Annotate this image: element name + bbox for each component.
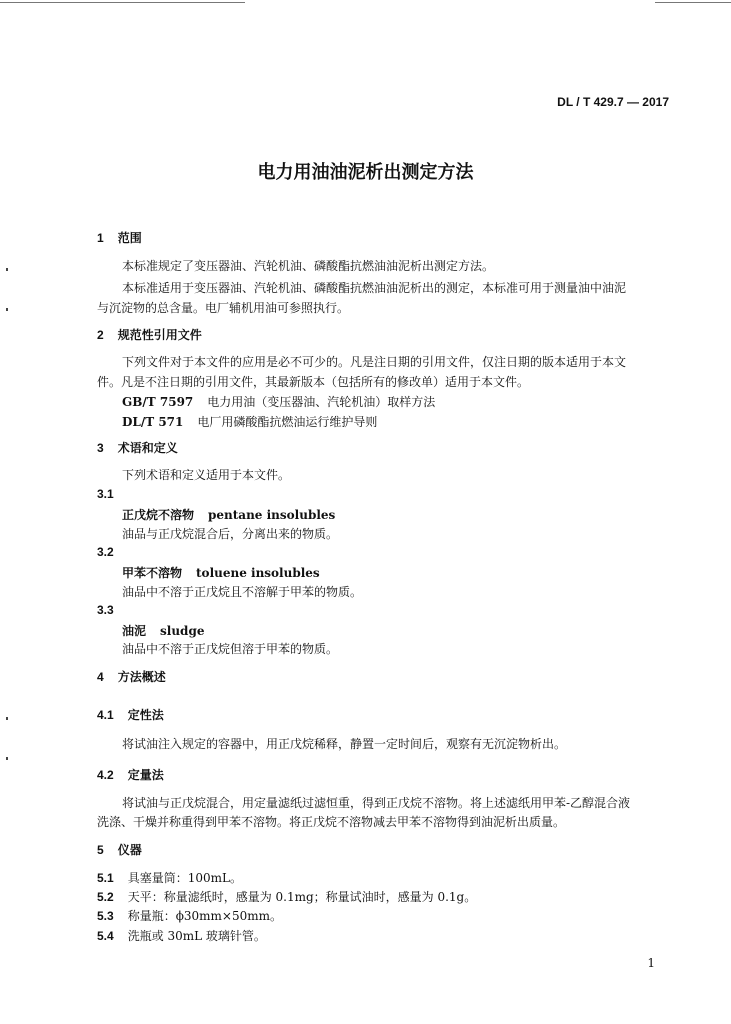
section-number: 1 [97, 231, 104, 245]
term-heading [122, 564, 320, 581]
reference-code: DL/T 571 [122, 415, 184, 429]
scan-speck [6, 268, 8, 271]
item-text: 具塞量筒：100mL。 [127, 871, 242, 885]
paragraph: 件。凡是不注日期的引用文件，其最新版本（包括所有的修改单）适用于本文件。 [97, 375, 530, 389]
term-zh: 正戊烷不溶物 [122, 508, 195, 522]
standard-code: DL / T 429.7 — 2017 [557, 95, 669, 109]
subsection-heading [97, 706, 164, 723]
page-number: 1 [647, 956, 655, 970]
reference-item [122, 393, 435, 410]
list-item [97, 888, 476, 905]
item-text: 称量瓶：ϕ30mm×50mm。 [127, 909, 282, 923]
scan-speck [6, 717, 8, 720]
reference-item [122, 413, 377, 430]
section-2-heading [97, 326, 202, 343]
term-zh: 油泥 [122, 624, 147, 638]
item-text: 天平：称量滤纸时，感量为 0.1mg；称量试油时，感量为 0.1g。 [127, 890, 477, 904]
list-item [97, 907, 282, 924]
term-heading [122, 622, 204, 639]
paragraph: 本标准适用于变压器油、汽轮机油、磷酸酯抗燃油油泥析出的测定，本标准可用于测量油中油泥 [122, 281, 627, 295]
section-number: 4 [97, 670, 104, 684]
scan-edge-line [655, 2, 731, 3]
term-definition: 油品中不溶于正戊烷但溶于甲苯的物质。 [122, 642, 339, 656]
item-number: 5.1 [97, 871, 114, 885]
paragraph: 本标准规定了变压器油、汽轮机油、磷酸酯抗燃油油泥析出测定方法。 [122, 259, 495, 273]
paragraph: 将试油注入规定的容器中，用正戊烷稀释，静置一定时间后，观察有无沉淀物析出。 [122, 737, 567, 751]
list-item [97, 927, 266, 944]
section-5-heading [97, 841, 142, 858]
item-number: 5.2 [97, 890, 114, 904]
section-1-heading [97, 229, 142, 246]
paragraph: 下列文件对于本文件的应用是必不可少的。凡是注日期的引用文件，仅注日期的版本适用于本文 [122, 355, 627, 369]
reference-code: GB/T 7597 [122, 395, 194, 409]
term-number: 3.3 [97, 603, 114, 617]
section-title: 范围 [117, 231, 142, 245]
reference-title: 电厂用磷酸酯抗燃油运行维护导则 [197, 415, 378, 429]
scan-speck [6, 757, 8, 760]
section-number: 5 [97, 843, 104, 857]
section-title: 仪器 [117, 843, 142, 857]
section-title: 术语和定义 [117, 441, 178, 455]
paragraph: 下列术语和定义适用于本文件。 [122, 468, 291, 482]
term-en: sludge [160, 624, 205, 638]
subsection-number: 4.1 [97, 708, 114, 722]
item-number: 5.3 [97, 909, 114, 923]
term-definition: 油品中不溶于正戊烷且不溶解于甲苯的物质。 [122, 585, 363, 599]
scan-edge-line [0, 2, 245, 3]
list-item [97, 869, 242, 886]
term-en: pentane insolubles [208, 508, 336, 522]
item-text: 洗瓶或 30mL 玻璃针管。 [127, 929, 266, 943]
paragraph: 洗涤、干燥并称重得到甲苯不溶物。将正戊烷不溶物减去甲苯不溶物得到油泥析出质量。 [97, 815, 566, 829]
section-title: 规范性引用文件 [117, 328, 202, 342]
subsection-number: 4.2 [97, 768, 114, 782]
term-en: toluene insolubles [196, 566, 320, 580]
term-zh: 甲苯不溶物 [122, 566, 183, 580]
document-title: 电力用油油泥析出测定方法 [257, 162, 474, 183]
section-3-heading [97, 439, 178, 456]
section-4-heading [97, 668, 166, 685]
section-title: 方法概述 [117, 670, 166, 684]
term-definition: 油品与正戊烷混合后，分离出来的物质。 [122, 527, 339, 541]
subsection-heading [97, 766, 164, 783]
section-number: 2 [97, 328, 104, 342]
scan-speck [6, 308, 8, 311]
subsection-title: 定性法 [127, 708, 164, 722]
section-number: 3 [97, 441, 104, 455]
subsection-title: 定量法 [127, 768, 164, 782]
reference-title: 电力用油（变压器油、汽轮机油）取样方法 [207, 395, 436, 409]
paragraph: 与沉淀物的总含量。电厂辅机用油可参照执行。 [97, 301, 350, 315]
item-number: 5.4 [97, 929, 114, 943]
term-number: 3.1 [97, 487, 114, 501]
term-number: 3.2 [97, 545, 114, 559]
term-heading [122, 506, 335, 523]
paragraph: 将试油与正戊烷混合，用定量滤纸过滤恒重，得到正戊烷不溶物。将上述滤纸用甲苯-乙醇混合液 [122, 796, 631, 810]
